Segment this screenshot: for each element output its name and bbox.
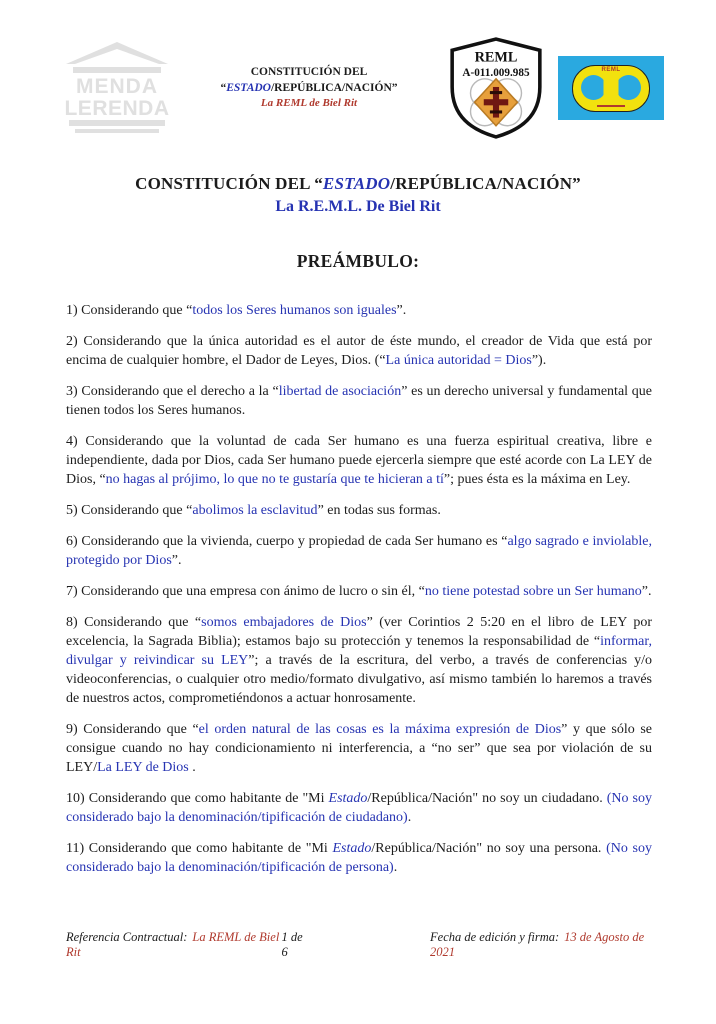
highlighted-text: todos los Seres humanos son iguales: [192, 303, 397, 318]
letterhead: [58, 36, 664, 140]
footer-reference-value: La REML de Biel Rit: [66, 930, 280, 959]
page-footer: [66, 930, 656, 960]
footer-date: [430, 930, 656, 960]
body-text: /República/Nación" no soy un ciudadano.: [367, 791, 607, 806]
body-text: 7) Considerando que una empresa con ánimo de lucro o sin él, “: [66, 584, 425, 599]
paragraph: [66, 432, 652, 489]
paragraph: [66, 839, 652, 877]
page-number: 1 de 6: [281, 930, 303, 959]
highlighted-text: libertad de asociación: [278, 384, 402, 399]
paragraph: [66, 301, 652, 320]
body-text: 11) Considerando que como habitante de "Mi: [66, 841, 333, 856]
body-text: 10) Considerando que como habitante de "Mi: [66, 791, 329, 806]
title-suffix: /REPÚBLICA/NACIÓN”: [390, 174, 581, 193]
highlighted-text: algo sagrado e inviolable, protegido por Dios: [66, 534, 652, 568]
body-text: ”; a través de la escritura, del verbo, a través de conferencias y/o videoconferencias, o cualquier otro medio/formato divulgativo, así mismo también lo haremos a través de nuestros actos, comprometiéndonos a actuar honrosamente.: [66, 653, 653, 706]
letterhead-quote-open: “: [220, 82, 227, 95]
paragraph: [66, 382, 652, 420]
letterhead-line1: CONSTITUCIÓN DEL: [250, 66, 368, 79]
shield-code: A-011.009.985: [462, 66, 530, 79]
body-text: .: [393, 860, 398, 875]
letterhead-estado: ESTADO: [226, 82, 271, 95]
body-text: ” es un derecho universal y fundamental que tienen todos los Seres humanos.: [66, 384, 652, 418]
body-text: .: [407, 810, 412, 825]
highlighted-text: La LEY de Dios: [97, 760, 189, 775]
body-text: ”; pues ésta es la máxima en Ley.: [443, 472, 631, 487]
paragraphs: [66, 301, 652, 889]
temple-icon: [58, 37, 176, 135]
paragraph: [66, 501, 652, 520]
body-text: 4) Considerando que la voluntad de cada Ser humano es una fuerza espiritual creativa, libre e independiente, dada por Dios, cada Ser humano puede ejercerla siempre que esté acorde con La LEY de Dios, “: [66, 434, 652, 487]
menda-lerenda-watermark-logo: [58, 37, 176, 140]
paragraph: [66, 532, 652, 570]
letterhead-title: [176, 64, 442, 112]
body-text: ”.: [396, 303, 407, 318]
footer-reference-label: Referencia Contractual:: [66, 930, 188, 944]
highlighted-text: (No soy considerado bajo la denominación/tipificación de ciudadano): [66, 791, 652, 825]
body-text: /República/Nación" no soy una persona.: [371, 841, 607, 856]
paragraph: [66, 332, 652, 370]
highlighted-text: no hagas al prójimo, lo que no te gustaría que te hicieran a tí: [105, 472, 444, 487]
title-subtitle: La R.E.M.L. De Biel Rit: [275, 198, 441, 215]
flag-motto-mark: [597, 105, 625, 107]
letterhead-line3: La REML de Biel Rit: [260, 97, 358, 110]
flag-title: REML: [601, 67, 621, 73]
highlighted-text: Estado: [328, 791, 368, 806]
body-text: ”).: [531, 353, 547, 368]
body-text: ” en todas sus formas.: [317, 503, 441, 518]
letterhead-line2-rest: /REPÚBLICA/NACIÓN”: [270, 82, 398, 95]
highlighted-text: el orden natural de las cosas es la máxima expresión de Dios: [198, 722, 562, 737]
body-text: 3) Considerando que el derecho a la “: [66, 384, 279, 399]
paragraph: [66, 582, 652, 601]
body-text: 9) Considerando que “: [66, 722, 199, 737]
flag-stadium-shape: [572, 65, 650, 112]
body-text: ”.: [171, 553, 182, 568]
body-text: ” (ver Corintios 2 5:20 en el libro de LEY por excelencia, la Sagrada Biblia); estamos bajo su protección y tenemos la responsabilidad de “: [66, 615, 652, 649]
body-text: 2) Considerando que la única autoridad es el autor de éste mundo, el creador de Vida que está por encima de cualquier hombre, el Dador de Leyes, Dios. (“: [66, 334, 652, 368]
reml-shield-badge: [446, 36, 546, 140]
highlighted-text: La única autoridad = Dios: [385, 353, 532, 368]
document-title: [0, 174, 716, 216]
watermark-line2: LERENDA: [64, 96, 170, 120]
flag-circle-right: [616, 75, 641, 100]
highlighted-text: abolimos la esclavitud: [192, 503, 318, 518]
title-prefix: CONSTITUCIÓN DEL “: [135, 174, 323, 193]
body-text: 6) Considerando que la vivienda, cuerpo y propiedad de cada Ser humano es “: [66, 534, 508, 549]
watermark-line1: MENDA: [76, 74, 158, 98]
footer-reference: [66, 930, 282, 960]
title-estado: ESTADO: [322, 174, 391, 193]
body-text: .: [188, 760, 196, 775]
shield-icon: [446, 36, 546, 140]
body-text: ” y que sólo se consigue cuando no hay condicionamiento ni interferencia, a “no ser” que sea por violación de su LEY/: [66, 722, 653, 775]
body-text: 1) Considerando que “: [66, 303, 193, 318]
paragraph: [66, 789, 652, 827]
letterhead-line2: [182, 80, 436, 96]
paragraph: [66, 613, 652, 708]
body-text: 8) Considerando que “: [66, 615, 202, 630]
footer-date-value: 13 de Agosto de 2021: [430, 930, 645, 959]
footer-date-label: Fecha de edición y firma:: [430, 930, 560, 944]
highlighted-text: no tiene potestad sobre un Ser humano: [424, 584, 642, 599]
section-heading: PREÁMBULO:: [296, 251, 420, 271]
highlighted-text: Estado: [332, 841, 372, 856]
highlighted-text: informar, divulgar y reivindicar su LEY: [66, 634, 652, 668]
flag-circle-left: [581, 75, 606, 100]
reml-flag-logo: [558, 56, 664, 120]
flag-center-shape: [604, 73, 619, 103]
highlighted-text: somos embajadores de Dios: [201, 615, 367, 630]
title-line: [0, 174, 716, 194]
body-text: ”.: [641, 584, 652, 599]
shield-title: REML: [474, 49, 518, 66]
highlighted-text: (No soy considerado bajo la denominación/tipificación de persona): [66, 841, 652, 875]
paragraph: [66, 720, 652, 777]
body-text: 5) Considerando que “: [66, 503, 193, 518]
